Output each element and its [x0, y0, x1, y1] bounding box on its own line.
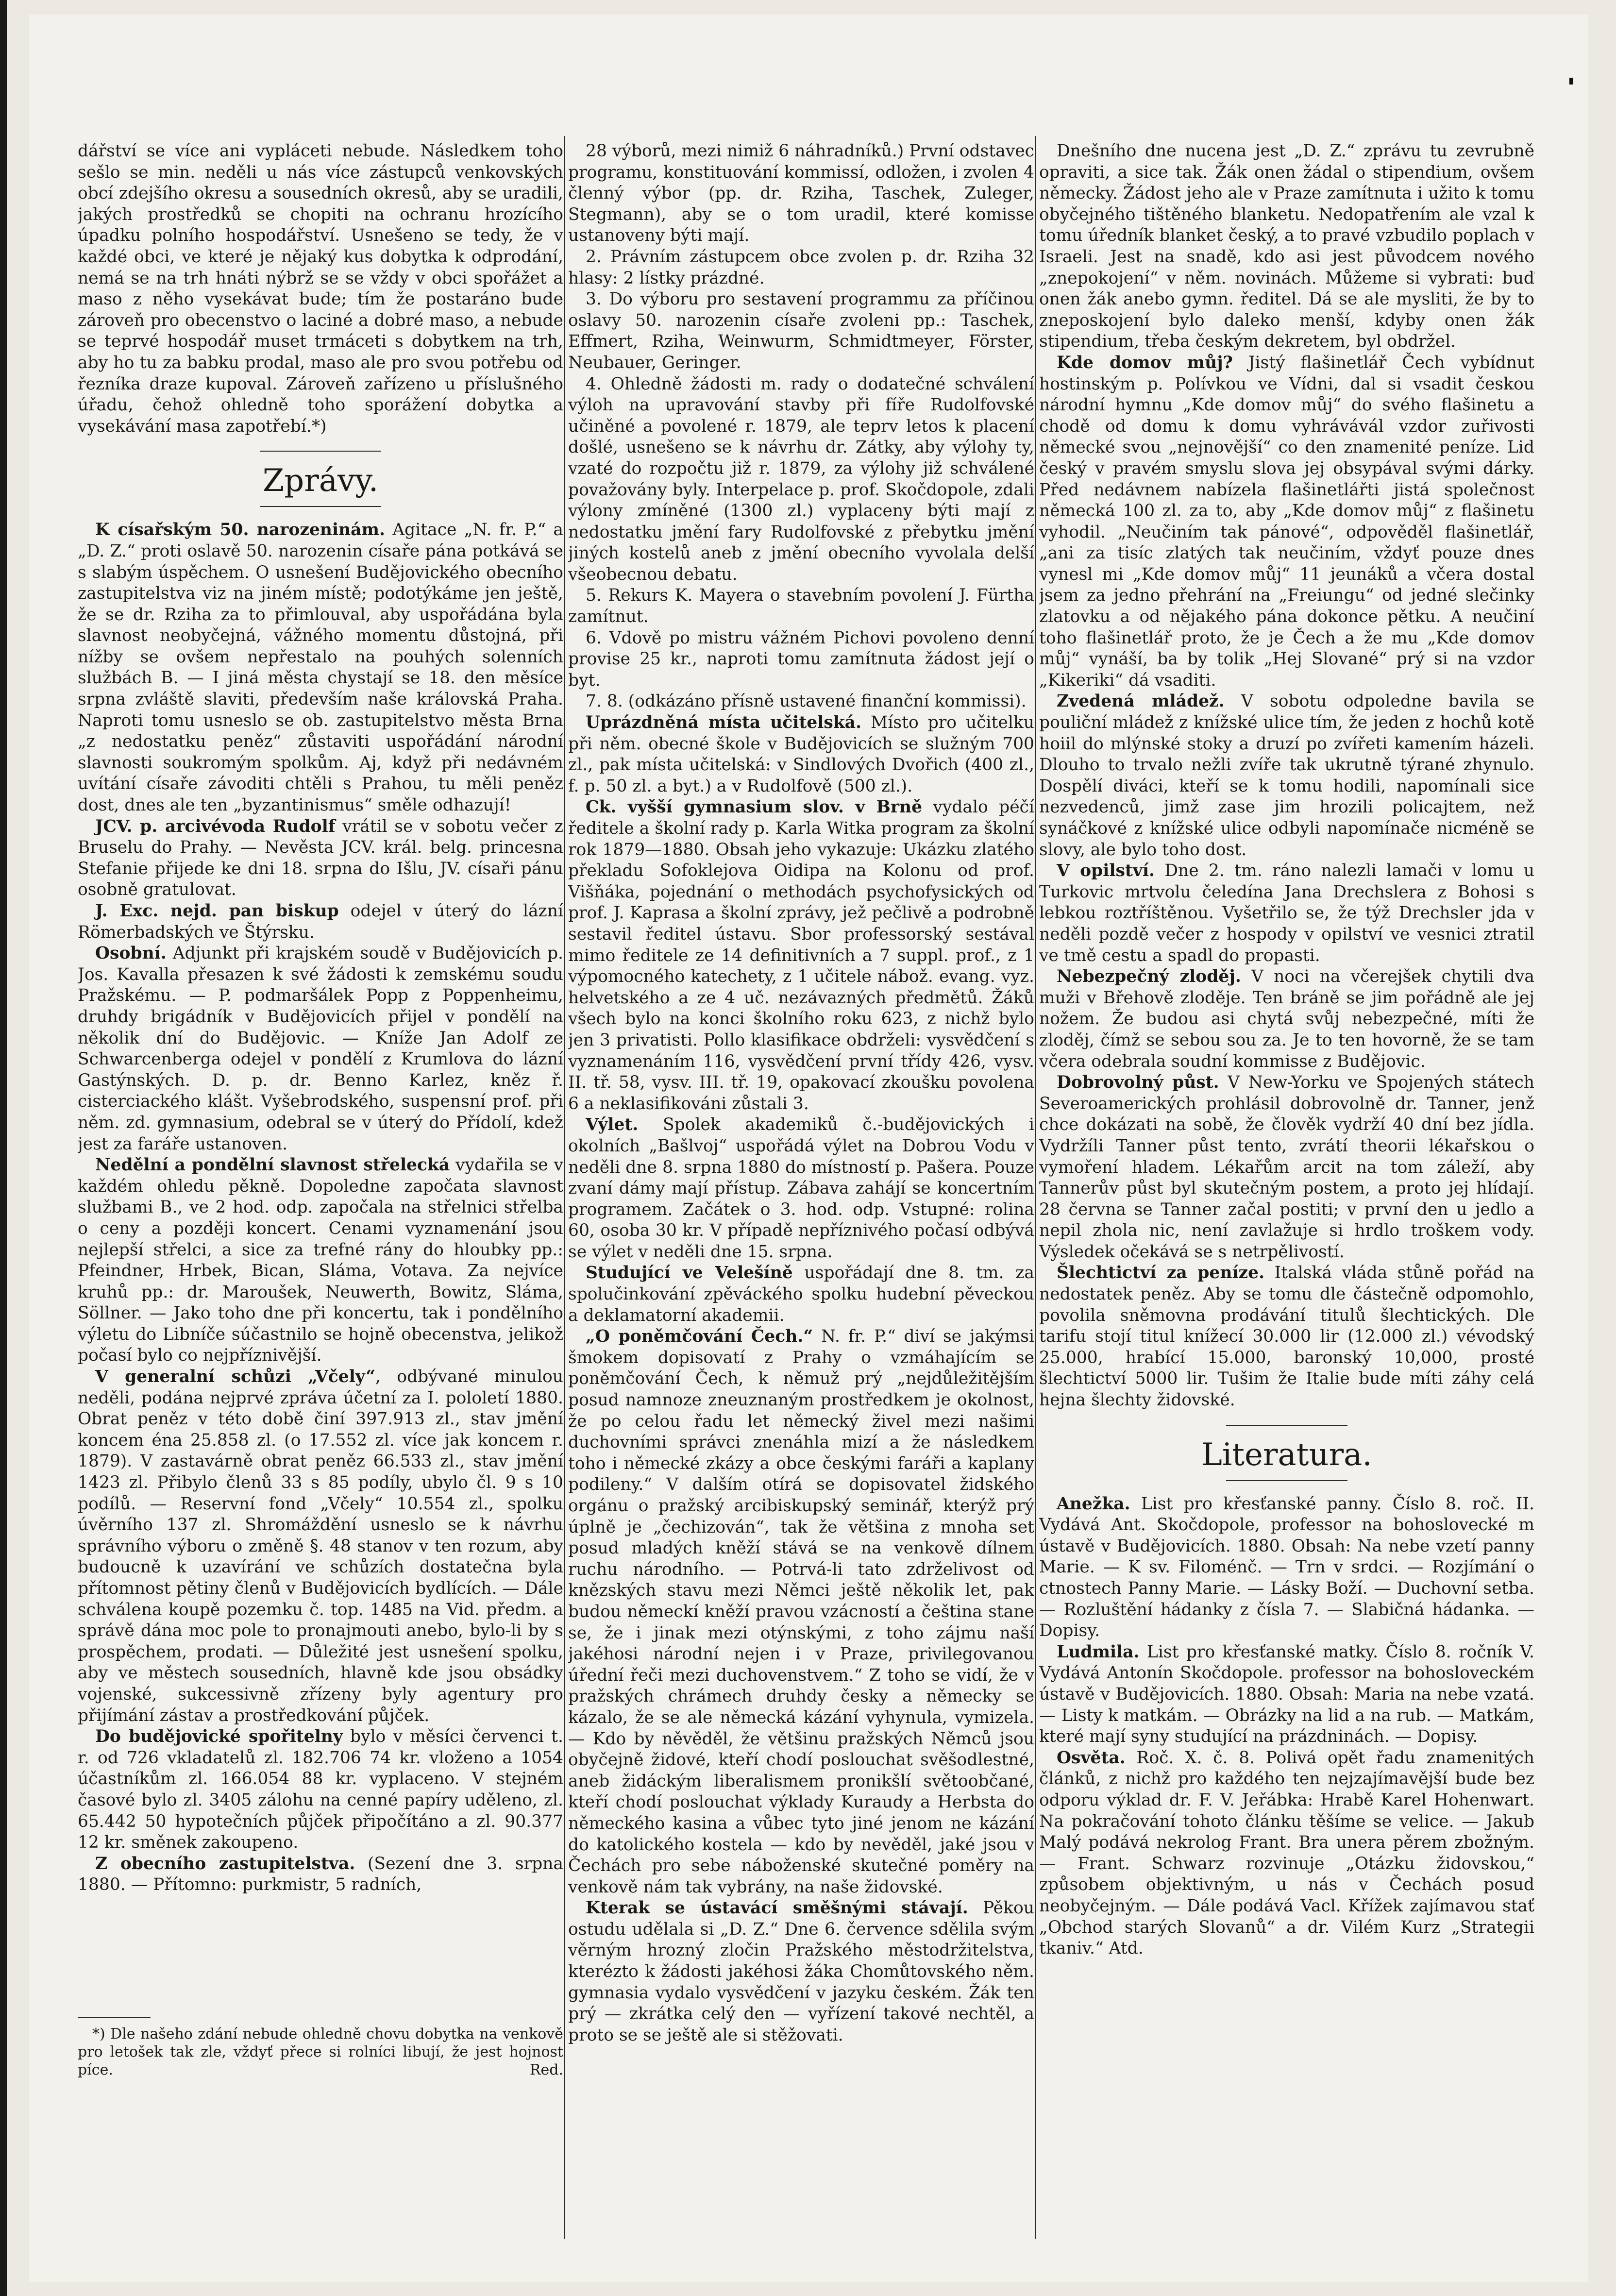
ink-speck	[1569, 78, 1573, 84]
article-heading: Uprázdněná místa učitelská.	[586, 713, 862, 733]
article-paragraph	[568, 797, 1034, 1114]
article-paragraph	[78, 1854, 563, 1896]
news-list	[568, 141, 1034, 2046]
section-rule	[1226, 1425, 1347, 1426]
article-paragraph	[78, 816, 563, 901]
article-paragraph	[1039, 1263, 1534, 1411]
article-text: Místo pro učitelku při něm. obecné škole v Budějovicích se služným 700 zl., pak místa učitelská: v Sindlových Dvořich (400 zl., f. p. 50 zl. a byt.) a v Rudolfově (500 zl.).	[568, 713, 1034, 796]
article-heading: Do budějovické spořitelny	[95, 1727, 343, 1747]
article-text: 6. Vdově po mistru vážném Pichovi povoleno denní provise 25 kr., naproti tomu zamítnuta žádost její o byt.	[568, 628, 1034, 690]
article-heading: Nebezpečný zloděj.	[1057, 967, 1241, 987]
article-heading: Kterak se ústavácí směšnými stávají.	[586, 1898, 968, 1918]
page-edge-shadow	[0, 0, 7, 2296]
article-heading: Osvěta.	[1057, 1748, 1126, 1768]
article-text: uspořádají dne 8. tm. za spolučinkování zpěváckého spolku hudební pěveckou a deklamatorní akademii.	[568, 1263, 1034, 1325]
article-text: V noci na včerejšek chytili dva muži v Břehově zloděje. Ten bráně se jim pořádně ale jej nožem. Že budou asi chytá svůj nebezpečné, míti že zloděj, čímž se sebou sou za. Je to ten hovorně, že se tam včera odebrala soudní kommisse z Budějovic.	[1039, 967, 1534, 1071]
article-heading: Z obecního zastupitelstva.	[95, 1854, 355, 1874]
article-paragraph	[1039, 141, 1534, 353]
literature-list	[1039, 1494, 1534, 1959]
article-paragraph	[78, 943, 563, 1155]
article-text: Dne 2. tm. ráno nalezli lamači v lomu u Turkovic mrtvolu čeledína Jana Drechslera z Bohosi s lebkou roztříštěnou. Vyšetřilo se, že týž Drechsler jda v neděli pozdě večer z hospody v opilství ve vesnici ztratil ve tmě cestu a spadl do propasti.	[1039, 861, 1534, 965]
article-paragraph	[568, 289, 1034, 373]
column-3	[1039, 141, 1534, 2229]
article-heading: Osobní.	[95, 944, 167, 963]
article-text: Adjunkt při krajském soudě v Budějovicích p. Jos. Kavalla přesazen k své žádosti k zemskému soudu Pražskému. — P. podmaršálek Popp z Poppenheimu, druhdy brigádník v Budějovicích přijel v pondělí na několik dní do Budějovic. — Kníže Jan Adolf ze Schwarcenberga odejel v pondělí z Krumlova do lázní Gastýnských. D. p. dr. Benno Karlez, kněz ř. cisterciackého klášt. Vyšebrodského, suspensní prof. při něm. zd. gymnasium, odebral se v úterý do Přídolí, kdež jest za faráře ustanoven.	[78, 944, 563, 1154]
article-text: List pro křesťanské panny. Číslo 8. roč. II. Vydává Ant. Skočdopole, professor na bohoslovecké m ústavě v Budějovicích. 1880. Obsah: Na nebe vzetí panny Marie. — K sv. Filoménč. — Trn v srdci. — Rozjímání o ctnostech Panny Marie. — Lásky Boží. — Duchovní setba. — Rozluštění hádanky z čísla 7. — Slabičná hádanka. — Dopisy.	[1039, 1494, 1534, 1641]
article-paragraph	[568, 1898, 1034, 2046]
article-text: Agitace „N. fr. P.“ a „D. Z.“ proti oslavě 50. narozenin císaře pána potkává se s slabým úspěchem. O usnešení Budějovického obecního zastupitelstva viz na jiném místě; podotýkáme jen ještě, že se dr. Rziha za to přimlouval, aby uspořádána byla slavnost neobyčejná, vážného momentu důstojná, při nížby se ovšem nepřestalo na pouhých solenních službách B. — I jiná města chystají se 18. den měsíce srpna zvláště slaviti, především naše královská Praha. Naproti tomu usneslo se ob. zastupitelstvo města Brna „z nedostatku peněz“ zůstaviti uspořádání národní slavnosti soukromým spolkům. Aj, když při nedávném uvítání císaře závoditi chtěli s Prahou, tu měli peněz dost, dnes ale ten „byzantinismus“ směle odhazují!	[78, 520, 563, 815]
article-text: vydalo péčí ředitele a školní rady p. Karla Witka program za školní rok 1879—1880. Obsah jeho vykazuje: Ukázku zlatého překladu Sofoklejova Oidipa na Kolonu od prof. Višňáka, pojednání o methodách psychofysických od prof. J. Kaprasa a školní zprávy, jež pečlivě a podrobně sestavil ředitel ústavu. Sbor professorský sestával mimo ředitele ze 14 definitivních a 7 suppl. prof., z 1 výpomocného katechety, z 1 učitele nábož. evang. vyz. helvetského a ze 4 uč. nezávazných předmětů. Žáků všech bylo na konci školního roku 623, z nichž bylo jen 3 privatisti. Pollo klasifikace obdrželi: vysvědčení s vyznamenáním 116, vysvědčení první třídy 426, vysv. II. tř. 58, vysv. III. tř. 19, opakovací zkoušku povolena 6 a neklasifikováni zůstali 3.	[568, 797, 1034, 1114]
article-paragraph	[568, 1263, 1034, 1326]
article-heading: Ludmila.	[1057, 1642, 1140, 1662]
article-text: 28 výborů, mezi nimiž 6 náhradníků.) První odstavec programu, konstituování kommissí, odložen, i zvolen 4 členný výbor (pp. dr. Rziha, Taschek, Zuleger, Stegmann), aby se o tom uradil, které komisse ustanoveny býti mají.	[568, 141, 1034, 246]
article-paragraph	[78, 1367, 563, 1726]
article-text: bylo v měsíci červenci t. r. od 726 vkladatelů zl. 182.706 74 kr. vloženo a 1054 účastníkům zl. 166.054 88 kr. vyplaceno. V stejném časové bylo zl. 3405 zálohu na cenné papíry uděleno, zl. 65.442 50 hypotečních půjček připočítáno a zl. 90.377 12 kr. směnek zakoupeno.	[78, 1727, 563, 1853]
section-rule	[260, 506, 381, 507]
article-paragraph	[78, 520, 563, 816]
article-paragraph	[78, 1155, 563, 1367]
section-title-literatura: Literatura.	[1201, 1436, 1372, 1473]
footnote-rule	[78, 2017, 151, 2018]
news-list	[78, 520, 563, 1896]
article-heading: Dobrovolný půst.	[1057, 1073, 1219, 1093]
article-text: vydařila se v každém ohledu pěkně. Dopoledne započata slavnost službami B., ve 2 hod. odp. započala na střelnici střelba o ceny a později koncert. Cenami vyznamenání jsou nejlepší střelci, a sice za trefné rány do hloubky pp.: Pfeindner, Hrbek, Bican, Sláma, Votava. Za nejvíce kruhů pp.: dr. Maroušek, Neuwerth, Bowitz, Sláma, Söllner. — Jako toho dne při koncertu, tak i pondělního výletu do Libníče súčastnilo se hojně obecenstva, jelikož počasí bylo co nejpříznivější.	[78, 1155, 563, 1366]
article-text: vrátil se v sobotu večer z Bruselu do Prahy. — Nevěsta JCV. král. belg. princesna Stefanie přijede ke dni 18. srpna do Išlu, JV. císaři pánu osobně gratulovat.	[78, 816, 563, 900]
column-rule-2	[1035, 136, 1036, 2239]
article-heading: V generalní schůzi „Včely“	[95, 1367, 375, 1387]
column-2	[568, 141, 1034, 2229]
article-paragraph	[568, 1326, 1034, 1898]
article-paragraph	[568, 374, 1034, 586]
article-text: 5. Rekurs K. Mayera o stavebním povolení J. Fürtha zamítnut.	[568, 586, 1034, 627]
article-paragraph: dářství se více ani vypláceti nebude. Následkem toho sešlo se min. neděli u nás více zástupců venkovských obcí zdejšího okresu a sousedních okresů, aby se uradili, jakých prostředků se chopiti na ochranu hrozícího úpadku polního hospodářství. Usnešeno se tedy, že v každé obci, ve které je nějaký kus dobytka k odprodání, nemá se na trh hnáti nýbrž se se vždy v obci spořážet a maso z něho vysekávat bude; tím že postaráno bude zároveň pro obecenstvo o laciné a dobré maso, a nebude se teprvé hospodář muset trmáceti s dobytkem na trh, aby ho tu za babku prodal, maso ale pro svou potřebu od řezníka draze kupoval. Zároveň zařízeno u příslušného úřadu, čehož ohledně toho sporážení dobytka a vysekávání masa zapotřebí.*)	[78, 141, 563, 436]
news-list	[1039, 141, 1534, 1411]
article-paragraph	[568, 712, 1034, 797]
article-heading: J. Exc. nejd. pan biskup	[95, 901, 339, 921]
section-title-zpravy: Zprávy.	[262, 463, 379, 499]
article-paragraph	[568, 628, 1034, 692]
article-paragraph	[1039, 1494, 1534, 1642]
article-paragraph	[568, 585, 1034, 627]
article-paragraph	[1039, 691, 1534, 861]
article-heading: Ck. vyšší gymnasium slov. v Brně	[586, 797, 923, 817]
article-text: 4. Ohledně žádosti m. rady o dodatečné schválení výloh na upravování stavby při fíře Rudolfovské učiněné a povolené r. 1879, ale teprv letos k placení došlé, usnešeno se k návrhu dr. Zátky, aby výlohy ty, vzaté do rozpočtu již r. 1879, za výlohy již schválené považovány byly. Interpelace p. prof. Skočdopole, zdali výlony zmíněné (1300 zl.) vyplaceny býti mají z nedostatku jmění fary Rudolfovské z přebytku jmění jiných kostelů aneb z jmění obecního vyvolala delší všeobecnou debatu.	[568, 374, 1034, 584]
article-paragraph	[1039, 861, 1534, 966]
column-1	[78, 141, 563, 2229]
article-heading: JCV. p. arcivévoda Rudolf	[95, 816, 336, 836]
article-text: Pěkou ostudu udělala si „D. Z.“ Dne 6. července sdělila svým věrným hrozný zločin Pražského městodržitelstva, kterézto k žádosti jakéhosi žáka Chomůtovského něm. gymnasia vydalo vysvědčení v jazyku českém. Žák ten prý — zkrátka celý den — vyřízení takové nechtěl, a proto se se ještě ale si stěžovati.	[568, 1898, 1034, 2045]
section-rule	[260, 451, 381, 452]
article-heading: Výlet.	[586, 1115, 639, 1135]
article-paragraph	[1039, 353, 1534, 692]
article-heading: V opilství.	[1057, 861, 1155, 881]
section-rule	[1226, 1480, 1347, 1481]
article-text: Italská vláda stůně pořád na nedostatek peněz. Aby se tomu dle částečně odpomohlo, povolila sněmovna prodávání titulů šlechtických. Dle tarifu stojí titul knížecí 30.000 lir (12.000 zl.) vévodský 25.000, hrabící 15.000, baronský 10,000, prosté šlechtictví 5000 lir. Tušim že Italie bude míti záhy celá hejna šlechty židovské.	[1039, 1263, 1534, 1410]
article-heading: Kde domov můj?	[1057, 353, 1233, 372]
article-heading: Šlechtictví za peníze.	[1057, 1263, 1265, 1283]
article-text: 2. Právním zástupcem obce zvolen p. dr. Rziha 32 hlasy: 2 lístky prázdné.	[568, 247, 1034, 288]
article-text: Spolek akademiků č.-budějovických i okolních „Bašlvoj“ uspořádá výlet na Dobrou Vodu v neděli dne 8. srpna 1880 do místností p. Pašera. Pouze zvaní dámy mají přístup. Zábava zahájí se koncertním programem. Začátek o 3. hod. odp. Vstupné: rolina 60, osoba 30 kr. V případě nepříznivého počasí odbývá se výlet v neděli dne 15. srpna.	[568, 1115, 1034, 1262]
article-paragraph	[1039, 1072, 1534, 1263]
footnote-signature: Red.	[529, 2061, 563, 2078]
article-text: V sobotu odpoledne bavila se pouliční mládež z knížské ulice tím, že jeden z hochů kotě hoiil do mlýnské stoky a druzí po zvířeti kamením házeli. Dlouho to trvalo nežli zvíře tak ukrutně týrané zhynulo. Dospělí diváci, kteří se k tomu hodili, napomínali sice nezvedenců, jimž zase jim hrozili policajtem, než synáčkové z knížské ulice odbyli napomínače nicméně se slovy, ale bylo toho dost.	[1039, 692, 1534, 860]
article-text: List pro křesťanské matky. Číslo 8. ročník V. Vydává Antonín Skočdopole. professor na bohosloveckém ústavě v Budějovicích. 1880. Obsah: Maria na nebe vzatá. — Listy k matkám. — Obrázky na lid a na rub. — Matkám, které mají syny studující na prázdninách. — Dopisy.	[1039, 1642, 1534, 1747]
article-paragraph	[568, 1114, 1034, 1263]
article-paragraph	[78, 901, 563, 943]
article-text: 7. 8. (odkázáno přísně ustavené finanční kommissi).	[586, 692, 1027, 711]
newspaper-page	[29, 15, 1588, 2282]
article-paragraph	[1039, 1642, 1534, 1748]
article-heading: Studující ve Velešíně	[586, 1263, 793, 1283]
article-paragraph	[568, 691, 1034, 712]
article-heading: K císařským 50. narozeninám.	[95, 520, 386, 540]
article-text: odejel v úterý do lázní Römerbadských ve Štýrsku.	[78, 901, 563, 942]
article-text: (Sezení dne 3. srpna 1880. — Přítomno: purkmistr, 5 radních,	[78, 1854, 563, 1895]
article-text: V New-Yorku ve Spojených státech Severoamerických prohlásil dobrovolně dr. Tanner, jenž chce dokázati na sobě, že člověk vydrží 40 dní bez jídla. Vydržíli Tanner půst tento, zvrátí theorii lékařskou o vymoření hladem. Lékařům arcit na tom záleží, aby Tannerův půst byl skutečným postem, a proto jej hlídají. 28 června se Tanner začal postiti; v první den u jedlo a nepil zhola nic, není zavlažuje si hrdlo troškem vody. Výsledek očekává se s netrpělivostí.	[1039, 1073, 1534, 1262]
article-paragraph	[78, 1726, 563, 1854]
article-heading: Zvedená mládež.	[1057, 692, 1225, 711]
article-paragraph	[568, 247, 1034, 289]
article-text: Dnešního dne nucena jest „D. Z.“ zprávu tu zevrubně opraviti, a sice tak. Žák onen žádal o stipendium, ovšem německy. Žádost jeho ale v Praze zamítnuta i užito k tomu obyčejného tištěného blanketu. Nedopatřením ale vzal k tomu úředník blanket český, a to pravé vzbudilo poplach v Israeli. Jest na snadě, kdo asi jest původcem nového „znepokojení“ v něm. novinách. Můžeme si vybrati: buď onen žák anebo gymn. ředitel. Dá se ale mysliti, že by to zneposkojení bylo daleko menší, kdyby onen žák stipendium, třeba českým dekretem, byl obdržel.	[1039, 141, 1534, 352]
article-paragraph	[1039, 966, 1534, 1072]
article-heading: „O poněmčování Čech.“	[586, 1327, 813, 1347]
footnote	[78, 2025, 563, 2079]
article-text: N. fr. P.“ diví se jakýmsi šmokem dopisovatí z Prahy o vzmáhajícím se poněmčování Čech, k němuž prý „nejdůležitějším posud namnoze zneuznaným prostředkem je okolnost, že po celou řadu let německý živel mezi našimi duchovními správci znenáhla mizí a že následkem toho i německé zkázy a obce českými faráři a kaplany podileny.“ V dalším otírá se dopisovatel židského orgánu o pražský arcibiskupský seminář, kterýž prý úplně je „čechizován“, tak že většina z mnoha set posud mladých kněží stává se na venkově dílnem ruchu národního. — Potrvá-li tato zdrželivost od knězských stavu mezi Němci ještě několik let, pak budou německí kněží pravou vzácností a čeština stane se, že i jinak mezi otýnskými, z toho zájmu naší jakéhosi národní nejen i v Praze, privilegovanou úřední řeči mezi duchovenstvem.“ Z toho se vidí, že v pražských chrámech druhdy česky a německy se kázalo, že se ale německá kázání vyhynula, vymizela. — Kdo by něvěděl, že většinu pražských Němců jsou obyčejně židové, kteří chodí poslouchat svěšodlestné, aneb židáckým liberalismem pronikšlí světoobčané, kteří chodí poslouchat výklady Kuraudy a Herbsta do německého kasina a vůbec tyto jiné jenom ne kázání do katolického kostela — kdo by nevěděl, jaké jsou v Čechách pro sebe náboženské skutečné poměry na venkově nám tak vybrány, na naše židovské.	[568, 1327, 1034, 1897]
article-text: Roč. X. č. 8. Polivá opět řadu znamenitých článků, z nichž pro každého ten nejzajímavější bude bez odporu výklad dr. F. V. Jeřábka: Hrabě Karel Hohenwart. Na pokračování tohoto článku těšíme se velice. — Jakub Malý podává nekrolog Frant. Bra unera pěrem zbožným. — Frant. Schwarz rozvinuje „Otázku židovskou,“ způsobem objektivným, u nás v Čechách posud neobyčejným. — Dále podává Vacl. Křížek zajímavou stať „Obchod starých Slovanů“ a dr. Vilém Kurz „Strategii tkaniv.“ Atd.	[1039, 1748, 1534, 1958]
article-text: Jistý flašinetlář Čech vybídnut hostinským p. Polívkou ve Vídni, dal si vsadit českou národní hymnu „Kde domov můj“ do svého flašinetu a chodě od domu k domu vyhrávávál vzdor zuřivosti německé svou „nejnovější“ co den znamenité peníze. Lid český v pravém smyslu slova jej obsypával svými dárky. Před nedávnem nabízela flašinetlářti jistá společnost německá 100 zl. za to, aby „Kde domov můj“ z flašinetu vyhodil. „Neučiním tak pánové“, odpověděl flašinetlář, „ani za tisíc zlatých tak neučiním, vždyť pouze dnes vynesl mi „Kde domov můj“ 11 jeunáků a včera dostal jsem za jedno přehrání na „Freiungu“ od jedné slečinky zlatovku a od nějakého pána dokonce pětku. A neučiní toho flašinetlář proto, že je Čech a že mu „Kde domov můj“ vynáší, ba by tolik „Hej Slované“ prý si na vzdor „Kikeriki“ dá vsaditi.	[1039, 353, 1534, 690]
article-paragraph	[1039, 1748, 1534, 1959]
article-text: 3. Do výboru pro sestavení programmu za příčinou oslavy 50. narozenin císaře zvoleni pp.: Taschek, Effmert, Rziha, Weinwurm, Schmidtmeyer, Förster, Neubauer, Geringer.	[568, 289, 1034, 372]
article-paragraph	[568, 141, 1034, 247]
article-heading: Anežka.	[1057, 1494, 1130, 1514]
footnote-text: *) Dle našeho zdání nebude ohledně chovu dobytka na venkově pro letošek tak zle, vždyť přece si rolníci libují, že jest hojnost píce.	[78, 2025, 563, 2078]
article-text: , odbývané minulou neděli, podána nejprvé zpráva účetní za I. pololetí 1880. Obrat peněz v této době činí 397.913 zl., stav jmění koncem éna 25.858 zl. (o 17.552 zl. více jak koncem r. 1879). V zastavárně obrat peněz 66.533 zl., stav jmění 1423 zl. Přibylo členů 33 s 85 podíly, ubylo čl. 9 s 10 podílů. — Reservní fond „Včely“ 10.554 zl., spolku úvěrního 137 zl. Shromáždění usneslo se k návrhu správního výboru o změně §. 48 stanov v ten rozum, aby budoucně k uzavírání ve schůzích dostatečna byla přítomnost pětiny členů v Budějovicích bydlících. — Dále schválena koupě pozemku č. top. 1485 na Vid. předm. a správě dána moc pole to pronajmouti anebo, bylo-li by s prospěchem, prodati. — Důležité jest usnešení spolku, aby ve městech sousedních, hlavně kde jsou obsádky vojenské, sukcessivně zřízeny byly agentury pro přijímání zástav a prostředkování půjček.	[78, 1367, 563, 1725]
article-heading: Nedělní a pondělní slavnost střelecká	[95, 1155, 450, 1175]
column-rule-1	[564, 136, 565, 2239]
